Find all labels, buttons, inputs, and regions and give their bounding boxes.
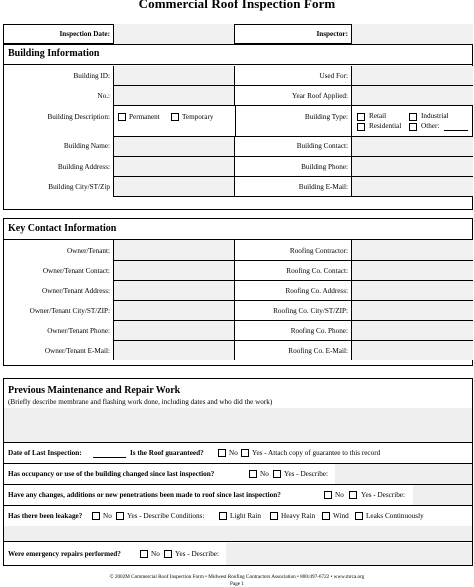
temporary-checkbox[interactable]	[171, 113, 179, 121]
occupancy-describe-field[interactable]	[335, 464, 472, 484]
leakage-yes-label: Yes - Describe Conditions:	[127, 512, 205, 520]
used-for-label: Used For:	[319, 72, 348, 80]
occupancy-question: Has occupancy or use of the building changed since last inspection?	[8, 470, 215, 478]
last-inspection-label: Date of Last Inspection:	[8, 449, 82, 457]
building-type-label: Building Type:	[304, 113, 348, 121]
roofing-contact-field[interactable]	[351, 261, 473, 280]
roofing-phone-field[interactable]	[351, 321, 473, 340]
owner-contact-field[interactable]	[113, 261, 235, 280]
building-contact-field[interactable]	[351, 137, 473, 156]
changes-no-checkbox[interactable]	[324, 491, 332, 499]
form-title: Commercial Roof Inspection Form	[138, 0, 336, 11]
industrial-checkbox[interactable]	[409, 113, 417, 121]
residential-label: Residential	[369, 122, 402, 130]
emergency-question: Were emergency repairs performed?	[8, 550, 121, 558]
emergency-no-checkbox[interactable]	[140, 550, 148, 558]
other-checkbox[interactable]	[409, 123, 417, 131]
maintenance-notes-area[interactable]	[4, 408, 472, 442]
roofing-address-label: Roofing Co. Address:	[285, 287, 348, 295]
building-email-label: Building E-Mail:	[298, 183, 348, 191]
owner-city-label: Owner/Tenant City/ST/ZIP:	[29, 307, 110, 315]
maintenance-heading: Previous Maintenance and Repair Work	[8, 385, 181, 396]
maintenance-subheading: (Briefly describe membrane and flashing work done, including dates and who did the work)	[8, 398, 273, 406]
wind-checkbox[interactable]	[322, 512, 330, 520]
occupancy-yes-checkbox[interactable]	[273, 470, 281, 478]
occupancy-no-checkbox[interactable]	[249, 470, 257, 478]
last-inspection-date-line[interactable]	[93, 457, 126, 458]
guaranteed-yes-checkbox[interactable]	[241, 449, 249, 457]
key-contact-heading: Key Contact Information	[8, 223, 117, 234]
building-city-label: Building City/ST/Zip	[48, 183, 110, 191]
building-id-label: Building ID:	[73, 72, 110, 80]
building-address-label: Building Address:	[57, 163, 110, 171]
no-field[interactable]	[113, 86, 235, 105]
leakage-no-label: No	[103, 512, 112, 520]
wind-label: Wind	[333, 512, 349, 520]
owner-tenant-field[interactable]	[113, 240, 235, 260]
heavy-rain-label: Heavy Rain	[281, 512, 316, 520]
owner-city-field[interactable]	[113, 301, 235, 320]
no-label: No.:	[97, 92, 110, 100]
leakage-yes-checkbox[interactable]	[116, 512, 124, 520]
building-info-heading: Building Information	[8, 48, 100, 59]
owner-address-field[interactable]	[113, 281, 235, 300]
emergency-yes-checkbox[interactable]	[164, 550, 172, 558]
roofing-contractor-field[interactable]	[351, 240, 473, 260]
owner-phone-label: Owner/Tenant Phone:	[47, 327, 110, 335]
building-name-label: Building Name:	[63, 142, 110, 150]
changes-yes-label: Yes - Describe:	[361, 491, 405, 499]
building-name-field[interactable]	[113, 137, 235, 156]
changes-describe-field[interactable]	[413, 485, 472, 505]
footer-text: © 2002M Commercial Roof Inspection Form • Midwest Roofing Contractors Association • 800/497-6722 • www.mrca.org	[109, 574, 365, 580]
year-roof-applied-label: Year Roof Applied:	[292, 92, 348, 100]
leakage-no-checkbox[interactable]	[92, 512, 100, 520]
occupancy-yes-label: Yes - Describe:	[284, 470, 328, 478]
temporary-label: Temporary	[182, 113, 214, 121]
inspection-date-label: Inspection Date:	[59, 30, 110, 38]
leakage-question: Has there been leakage?	[8, 512, 83, 520]
heavy-rain-checkbox[interactable]	[270, 512, 278, 520]
used-for-field[interactable]	[351, 66, 473, 85]
roofing-email-field[interactable]	[351, 341, 473, 360]
building-address-field[interactable]	[113, 157, 235, 176]
inspector-label: Inspector:	[316, 30, 348, 38]
light-rain-checkbox[interactable]	[219, 512, 227, 520]
changes-question: Have any changes, additions or new penetrations been made to roof since last inspection?	[8, 491, 281, 499]
retail-checkbox[interactable]	[357, 113, 365, 121]
page-number: Page 1	[230, 581, 244, 587]
industrial-label: Industrial	[421, 112, 449, 120]
leaks-continuous-checkbox[interactable]	[355, 512, 363, 520]
retail-label: Retail	[369, 112, 387, 120]
building-email-field[interactable]	[351, 177, 473, 196]
leaks-continuous-label: Leaks Continuously	[366, 512, 424, 520]
roofing-city-label: Roofing Co. City/ST/ZIP:	[273, 307, 348, 315]
residential-checkbox[interactable]	[357, 123, 365, 131]
inspection-date-field[interactable]	[113, 24, 235, 44]
owner-phone-field[interactable]	[113, 321, 235, 340]
roofing-phone-label: Roofing Co. Phone:	[290, 327, 348, 335]
building-description-label: Building Description:	[47, 113, 110, 121]
emergency-yes-label: Yes - Describe:	[175, 550, 219, 558]
guaranteed-yes-label: Yes - Attach copy of guarantee to this record	[252, 449, 381, 457]
permanent-checkbox[interactable]	[118, 113, 126, 121]
inspector-field[interactable]	[351, 24, 473, 44]
year-roof-applied-field[interactable]	[351, 86, 473, 105]
changes-no-label: No	[335, 491, 344, 499]
guaranteed-label: Is the Roof guaranteed?	[130, 449, 204, 457]
guaranteed-no-label: No	[229, 449, 238, 457]
building-city-field[interactable]	[113, 177, 235, 196]
owner-email-label: Owner/Tenant E-Mail:	[44, 347, 110, 355]
building-phone-field[interactable]	[351, 157, 473, 176]
emergency-no-label: No	[151, 550, 160, 558]
emergency-describe-field[interactable]	[226, 543, 472, 565]
building-phone-label: Building Phone:	[301, 163, 348, 171]
other-label: Other:	[421, 122, 440, 130]
occupancy-no-label: No	[260, 470, 269, 478]
guaranteed-no-checkbox[interactable]	[218, 449, 226, 457]
owner-contact-label: Owner/Tenant Contact:	[42, 267, 110, 275]
roofing-contact-label: Roofing Co. Contact:	[286, 267, 348, 275]
roofing-contractor-label: Roofing Contractor:	[289, 247, 348, 255]
building-id-field[interactable]	[113, 66, 235, 85]
changes-yes-checkbox[interactable]	[349, 491, 357, 499]
owner-tenant-label: Owner/Tenant:	[66, 247, 110, 255]
light-rain-label: Light Rain	[230, 512, 261, 520]
roofing-email-label: Roofing Co. E-Mail:	[288, 347, 348, 355]
owner-address-label: Owner/Tenant Address:	[42, 287, 110, 295]
owner-email-field[interactable]	[113, 341, 235, 360]
other-line[interactable]	[444, 130, 468, 131]
roofing-city-field[interactable]	[351, 301, 473, 320]
building-contact-label: Building Contact:	[296, 142, 348, 150]
roofing-address-field[interactable]	[351, 281, 473, 300]
leakage-describe-field[interactable]	[4, 526, 472, 541]
permanent-label: Permanent	[129, 113, 160, 121]
